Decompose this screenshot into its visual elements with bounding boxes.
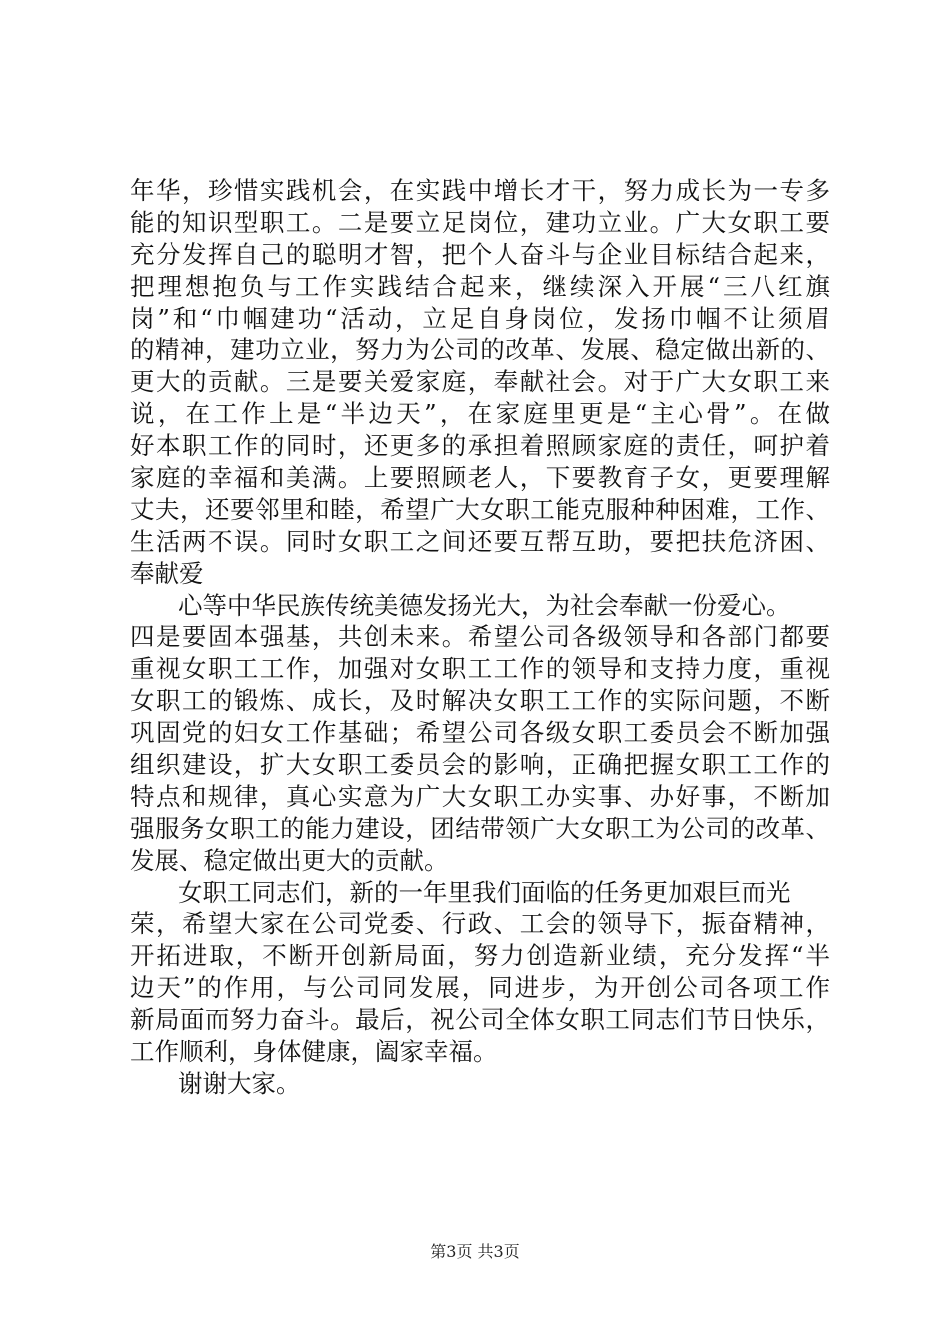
- text-line: 工作顺利，身体健康，阖家幸福。: [130, 1037, 498, 1067]
- text-line: 充分发挥自己的聪明才智，把个人奋斗与企业目标结合起来，: [130, 239, 830, 269]
- text-line: 边天”的作用，与公司同发展，同进步，为开创公司各项工作: [130, 973, 830, 1003]
- text-line: 组织建设，扩大女职工委员会的影响，正确把握女职工工作的: [130, 750, 830, 780]
- text-line: 年华，珍惜实践机会，在实践中增长才干，努力成长为一专多: [130, 176, 830, 205]
- text-line: 好本职工作的同时，还更多的承担着照顾家庭的责任，呵护着: [130, 431, 830, 461]
- text-line: 新局面而努力奋斗。最后，祝公司全体女职工同志们节日快乐，: [130, 1005, 830, 1035]
- page-footer: 第3页 共3页: [430, 1242, 520, 1261]
- text-line: 重视女职工工作，加强对女职工工作的领导和支持力度，重视: [130, 654, 830, 684]
- text-line: 特点和规律，真心实意为广大女职工办实事、办好事，不断加: [130, 781, 830, 811]
- text-line: 更大的贡献。三是要关爱家庭，奉献社会。对于广大女职工来: [130, 367, 830, 397]
- text-line: 家庭的幸福和美满。上要照顾老人，下要教育子女，更要理解: [130, 463, 830, 493]
- text-line: 能的知识型职工。二是要立足岗位，建功立业。广大女职工要: [130, 207, 830, 237]
- text-line: 生活两不误。同时女职工之间还要互帮互助，要把扶危济困、: [130, 526, 830, 556]
- text-line: 强服务女职工的能力建设，团结带领广大女职工为公司的改革、: [130, 813, 830, 843]
- text-line: 女职工的锻炼、成长，及时解决女职工工作的实际问题，不断: [130, 686, 830, 716]
- text-line: 岗”和“巾帼建功“活动，立足自身岗位，发扬巾帼不让须眉: [130, 303, 830, 333]
- text-line: 奉献爱: [130, 558, 204, 588]
- text-line: 谢谢大家。: [178, 1068, 301, 1098]
- text-line: 荣，希望大家在公司党委、行政、工会的领导下，振奋精神，: [130, 909, 830, 939]
- text-line: 女职工同志们，新的一年里我们面临的任务更加艰巨而光: [178, 877, 791, 907]
- text-line: 把理想抱负与工作实践结合起来，继续深入开展“三八红旗: [130, 271, 830, 301]
- text-line: 开拓进取，不断开创新局面，努力创造新业绩，充分发挥“半: [130, 941, 830, 971]
- text-line: 的精神，建功立业，努力为公司的改革、发展、稳定做出新的、: [130, 335, 830, 365]
- text-line: 发展、稳定做出更大的贡献。: [130, 845, 449, 875]
- text-line: 说，在工作上是“半边天”，在家庭里更是“主心骨”。在做: [130, 399, 830, 429]
- text-line: 心等中华民族传统美德发扬光大，为社会奉献一份爱心。: [178, 590, 791, 620]
- text-line: 四是要固本强基，共创未来。希望公司各级领导和各部门都要: [130, 622, 830, 652]
- text-line: 巩固党的妇女工作基础；希望公司各级女职工委员会不断加强: [130, 718, 830, 748]
- document-body: [130, 175, 830, 1100]
- text-line: 丈夫，还要邻里和睦，希望广大女职工能克服种种困难，工作、: [130, 494, 830, 524]
